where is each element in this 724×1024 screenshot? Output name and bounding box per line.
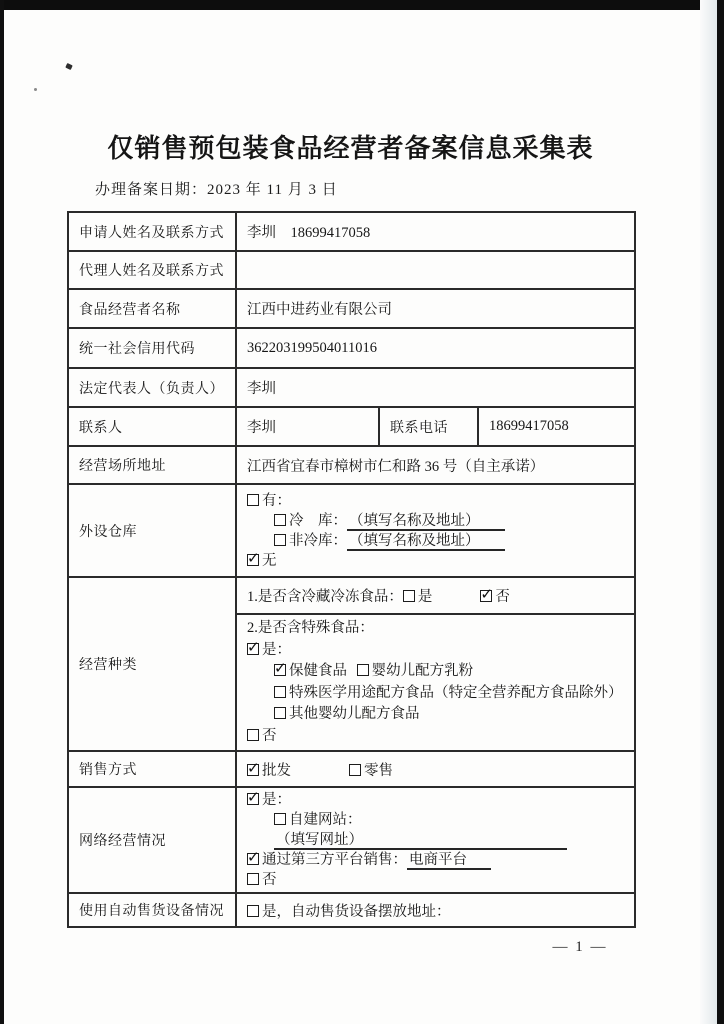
row-premises-address	[68, 446, 635, 484]
warehouse-option-cold	[247, 511, 628, 531]
scan-edge-right	[717, 0, 724, 1024]
checkbox-online-no	[247, 873, 259, 885]
warehouse-noncold-fill-line: （填写名称及地址）	[347, 534, 505, 551]
field-value-vending-machine	[236, 893, 635, 927]
third-party-fill-line: 电商平台	[407, 853, 491, 870]
checkbox-vending-yes	[247, 905, 259, 917]
row-contact	[68, 407, 635, 446]
online-option-no	[247, 870, 628, 890]
checkbox-warehouse-none	[247, 554, 259, 566]
online-option-yes	[247, 790, 628, 810]
field-value-operator-name: 江西中进药业有限公司	[236, 289, 635, 328]
field-value-contact-name: 李圳	[236, 407, 379, 446]
special-medical-label: 特殊医学用途配方食品（特定全营养配方食品除外）	[289, 684, 623, 701]
field-value-contact-phone: 18699417058	[478, 407, 635, 446]
checkbox-third-party	[247, 853, 259, 865]
row-legal-representative	[68, 368, 635, 407]
field-label-applicant: 申请人姓名及联系方式	[68, 212, 236, 251]
checkbox-own-website	[274, 813, 286, 825]
field-value-business-category-q1	[236, 577, 635, 614]
field-value-legal-representative: 李圳	[236, 368, 635, 407]
online-option-own-website	[247, 810, 628, 850]
vending-yes-label: 是，自动售货设备摆放地址：	[262, 903, 451, 920]
checkbox-health-food	[274, 664, 286, 676]
field-label-business-category: 经营种类	[68, 577, 236, 751]
field-label-premises-address: 经营场所地址	[68, 446, 236, 484]
row-business-category-q1	[68, 577, 635, 614]
checkbox-other-infant	[274, 707, 286, 719]
warehouse-none-label: 无	[262, 552, 277, 569]
row-online-business	[68, 787, 635, 893]
filing-date-line: 办理备案日期：2023 年 11 月 3 日	[95, 182, 338, 198]
checkbox-online-yes	[247, 793, 259, 805]
row-operator-name	[68, 289, 635, 328]
field-label-legal-representative: 法定代表人（负责人）	[68, 368, 236, 407]
page-title: 仅销售预包装食品经营者备案信息采集表	[107, 134, 594, 163]
other-infant-label: 其他婴幼儿配方食品	[289, 706, 420, 722]
online-no-label: 否	[262, 872, 277, 888]
checkbox-infant-milk	[357, 664, 369, 676]
row-vending-machine	[68, 893, 635, 927]
row-sales-method	[68, 751, 635, 787]
health-food-label: 保健食品	[289, 663, 347, 679]
field-value-credit-code: 362203199504011016	[236, 328, 635, 368]
q2-option-yes	[247, 640, 628, 662]
field-value-applicant: 李圳 18699417058	[236, 212, 635, 251]
checkbox-q1-yes	[403, 590, 415, 602]
q2-yes-label: 是：	[262, 641, 291, 658]
field-value-agent	[236, 251, 635, 289]
warehouse-cold-fill-line: （填写名称及地址）	[347, 514, 505, 531]
page-number: — 1 —	[552, 939, 608, 955]
row-credit-code	[68, 328, 635, 368]
scan-speck	[65, 63, 73, 70]
warehouse-option-none	[247, 551, 628, 571]
q2-no-label: 否	[262, 727, 277, 744]
q2-option-other-infant	[247, 704, 628, 726]
retail-label: 零售	[364, 762, 393, 779]
row-external-warehouse	[68, 484, 635, 577]
field-value-online-business	[236, 787, 635, 893]
field-label-agent: 代理人姓名及联系方式	[68, 251, 236, 289]
checkbox-retail	[349, 764, 361, 776]
field-label-credit-code: 统一社会信用代码	[68, 328, 236, 368]
q1-yes-label: 是	[417, 589, 433, 605]
own-website-label: 自建网站：	[289, 812, 362, 828]
scan-edge-top	[0, 0, 724, 10]
wholesale-label: 批发	[262, 762, 291, 779]
field-label-external-warehouse: 外设仓库	[68, 484, 236, 577]
field-value-sales-method	[236, 751, 635, 787]
q1-question: 1.是否含冷藏冷冻食品：	[247, 589, 403, 605]
checkbox-q2-no	[247, 729, 259, 741]
warehouse-cold-label: 冷 库：	[289, 512, 347, 529]
field-label-sales-method: 销售方式	[68, 751, 236, 787]
warehouse-noncold-label: 非冷库：	[289, 532, 347, 549]
warehouse-option-has	[247, 491, 628, 511]
checkbox-q1-no	[480, 590, 492, 602]
q2-option-no	[247, 726, 628, 748]
q2-option-health-infant	[247, 661, 628, 683]
third-party-label: 通过第三方平台销售：	[262, 852, 407, 868]
scan-speck	[34, 88, 37, 91]
checkbox-warehouse-noncold	[274, 534, 286, 546]
field-value-external-warehouse	[236, 484, 635, 577]
q1-no-label: 否	[495, 589, 510, 605]
checkbox-warehouse-cold	[274, 514, 286, 526]
scan-paper-edge	[700, 0, 717, 1024]
warehouse-has-label: 有：	[262, 492, 291, 509]
checkbox-q2-yes	[247, 643, 259, 655]
registration-form-table	[67, 211, 636, 928]
field-label-operator-name: 食品经营者名称	[68, 289, 236, 328]
field-label-contact-phone: 联系电话	[379, 407, 478, 446]
field-label-contact: 联系人	[68, 407, 236, 446]
field-value-premises-address: 江西省宜春市樟树市仁和路 36 号（自主承诺）	[236, 446, 635, 484]
checkbox-wholesale	[247, 764, 259, 776]
checkbox-special-medical	[274, 686, 286, 698]
infant-milk-label: 婴幼儿配方乳粉	[371, 663, 474, 679]
own-website-fill-line: （填写网址）	[274, 833, 567, 850]
row-applicant	[68, 212, 635, 251]
q2-question: 2.是否含特殊食品：	[247, 620, 374, 636]
q2-option-special-medical	[247, 683, 628, 705]
row-agent	[68, 251, 635, 289]
field-value-business-category-q2	[236, 614, 635, 751]
field-label-online-business: 网络经营情况	[68, 787, 236, 893]
online-option-third-party	[247, 850, 628, 870]
warehouse-option-noncold	[247, 531, 628, 551]
field-label-vending-machine: 使用自动售货设备情况	[68, 893, 236, 927]
online-yes-label: 是：	[262, 792, 291, 808]
checkbox-warehouse-has	[247, 494, 259, 506]
